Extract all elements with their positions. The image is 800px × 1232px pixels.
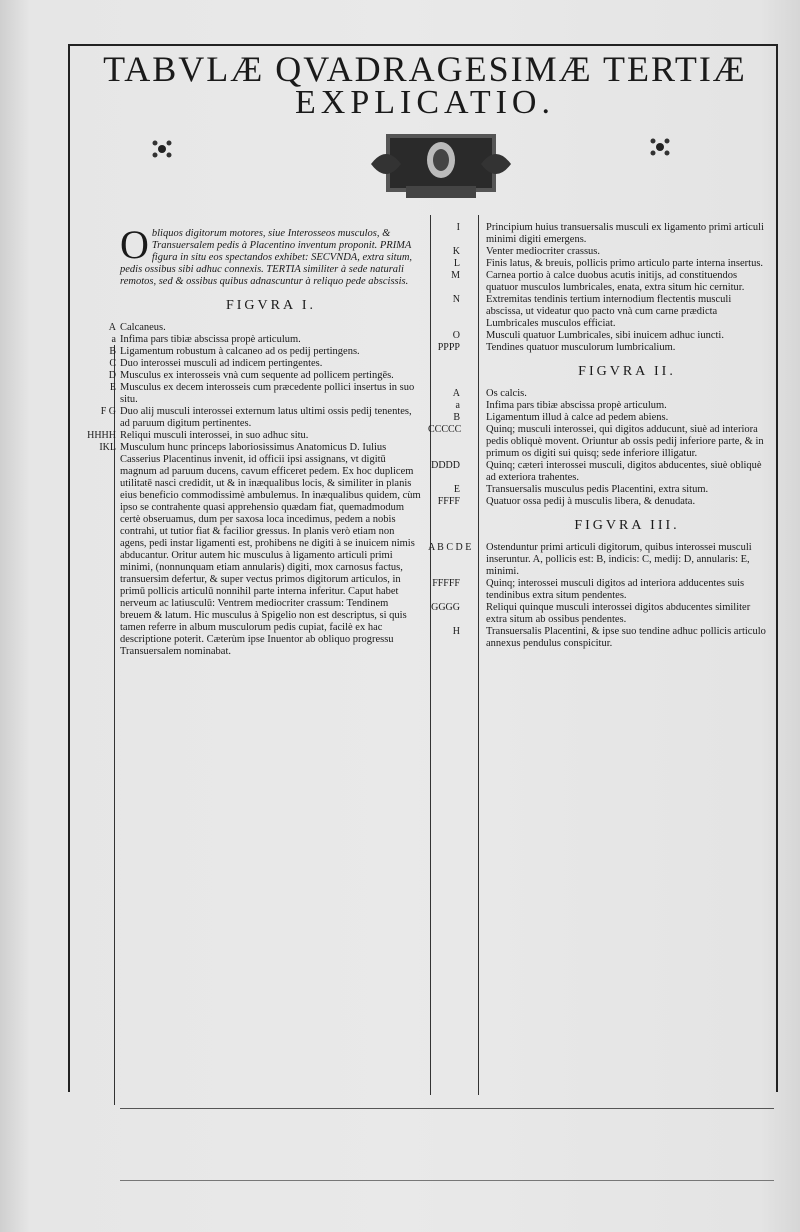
legend-marker: B: [453, 412, 460, 423]
legend-text: Venter mediocriter crassus.: [486, 246, 600, 257]
legend-entry: [455, 400, 768, 412]
page-title: TABVLÆ QVADRAGESIMÆ TERTIÆ: [103, 49, 747, 89]
legend-entry: [452, 294, 768, 330]
legend-marker: a: [455, 400, 460, 411]
legend-entry: [453, 412, 768, 424]
legend-entry: [437, 496, 768, 508]
legend-marker: N: [452, 294, 460, 305]
legend-text: Quinq; interossei musculi digitos ad interiora adducentes suis tendinibus extra situm pendentes.: [486, 578, 745, 601]
fleuron-left-icon: [150, 138, 174, 160]
legend-entry: [108, 322, 422, 334]
legend-text: Calcaneus.: [120, 322, 166, 333]
intro-paragraph: O bliquos digitorum motores, siue Interosseos musculos, & Transuersalem pedis à Placentino inventum proponit. PRIMA figura in situ eos spectandos exhibet: SECVNDA, extra situm, pedis ossibus sibi adhuc connexis. TERTIA similiter à sede naturali remotos, sed & ossibus quibus adnascuntur à reliquo pede abscissis.: [120, 222, 413, 287]
legend-marker: H: [452, 626, 460, 637]
legend-entry: [452, 330, 768, 342]
legend-entry: [87, 430, 422, 442]
legend-marker: FFFF: [437, 496, 460, 507]
headpiece-ornament-icon: [366, 124, 516, 202]
legend-marker: F G: [100, 406, 116, 417]
legend-entry: [428, 542, 768, 578]
legend-text: Musculus ex decem interosseis cum præcedente pollici insertus in suo situ.: [120, 382, 415, 405]
legend-text: Principium huius transuersalis musculi ex ligamento primi articuli minimi digiti emergens.: [486, 222, 764, 245]
figure-2-heading: FIGVRA II.: [578, 364, 676, 379]
legend-entry: [453, 258, 768, 270]
figure-1-legend: [87, 322, 422, 658]
legend-marker: GGGG: [431, 602, 460, 613]
legend-marker: C: [109, 358, 116, 369]
legend-marker: A B C D E: [428, 542, 472, 553]
legend-text: Transuersalis Placentini, & ipse suo tendine adhuc pollicis articulo annexus pendulus conspicitur.: [486, 626, 766, 649]
legend-text: Extremitas tendinis tertium internodium flectentis musculi abscissa, ut videatur quo pacto vnà cum carne prædicta Lumbricales musculos efficiat.: [486, 294, 732, 329]
left-column: [87, 222, 422, 658]
legend-text: Quinq; cæteri interossei musculi, digitos abducentes, siuè obliquè ad exteriora trahentes.: [486, 460, 762, 483]
legend-text: Infima pars tibiæ abscissa propè articulum.: [486, 400, 667, 411]
legend-entry: [451, 270, 768, 294]
legend-text: Ligamentum illud à calce ad pedem abiens.: [486, 412, 669, 423]
legend-text: Duo alij musculi interossei externum latus ultimi ossis pedij tenentes, ad paruum digitum pertinentes.: [120, 406, 412, 429]
legend-marker: A: [452, 388, 460, 399]
legend-marker: L: [453, 258, 460, 269]
legend-text: Os calcis.: [486, 388, 527, 399]
margin-divider: [114, 345, 115, 1105]
legend-text: Ligamentum robustum à calcaneo ad os pedij pertingens.: [120, 346, 360, 357]
legend-text: Musculum hunc princeps laboriosissimus Anatomicus D. Iulius Casserius Placentinus invenit, id officii ipsi assignans, vt digitū magnum ad paruum ducens, cavum efficeret pedem. Ex hoc duplicem utilitatē nasci credidit, ut & in inæqualibus locis, & similiter in planis eius beneficio commodissimè ambulemus. In inæqualibus quidem, cùm ipso se contrahente quasi apprehensio quædam fiat, quemadmodum certè obseruamus, dum per saxosa loca incedimus, pedem a nobis contrahi, ut tutior fiat & facilior gressus. In planis verò etiam non agens, pedi instar ligamenti est, prohibens ne digiti à se inuicem nimis abducantur. Oritur autem hic musculus à ligamento articuli primi minimi, (nonnunquam etiam annularis) digiti, mox carnosus factus, transuersim defertur, & super vectus primos digitorum articulos, in primū pollicis articulū nonnihil parte interna inferitur. Caput habet nerveum ac latiusculū: Ventrem mediocriter crassum: Tendinem breuem & latum. Hic musculus à Spigelio non est descriptus, si quis tamen referre in album musculorum pedis cupiat, facilè ex hac descriptione poterit. Cæterùm ipse Inuentor ab obliquo progressu Transuersalem nominabat.: [120, 442, 421, 657]
legend-entry: [109, 346, 422, 358]
legend-marker: E: [109, 382, 116, 393]
figure-1-legend-continued: [437, 222, 768, 354]
legend-text: Tendines quatuor musculorum lumbricalium.: [486, 342, 676, 353]
legend-text: Quinq; musculi interossei, qui digitos adducunt, siuè ad interiora pedis obliquè movent. Oriuntur ab ossis pedij inferiore parte, & in primum os digiti sui quisq; sede inferiore illigatur.: [486, 424, 764, 459]
legend-text: Carnea portio à calce duobus acutis initijs, ad constituendos quatuor musculos lumbricales, enata, extra situm hic cernitur.: [486, 270, 745, 293]
legend-entry: [108, 370, 422, 382]
legend-text: Musculi quatuor Lumbricales, sibi inuicem adhuc iuncti.: [486, 330, 724, 341]
legend-entry: [452, 246, 768, 258]
legend-text: Transuersalis musculus pedis Placentini, extra situm.: [486, 484, 709, 495]
legend-entry: [109, 358, 422, 370]
drop-initial: O: [120, 222, 149, 267]
figure-2-legend: [428, 388, 768, 508]
legend-text: Finis latus, & breuis, pollicis primo articulo parte interna insertus.: [486, 258, 764, 269]
legend-entry: [453, 484, 768, 496]
legend-marker: FFFFF: [432, 578, 460, 589]
legend-entry: [431, 460, 768, 484]
legend-marker: CCCCC: [428, 424, 462, 435]
legend-marker: PPPP: [437, 342, 460, 353]
legend-entry: [431, 602, 768, 626]
legend-entry: [109, 382, 422, 406]
legend-entry: [111, 334, 422, 346]
legend-text: Reliqui musculi interossei, in suo adhuc situ.: [120, 430, 309, 441]
legend-text: Quatuor ossa pedij à musculis libera, & denudata.: [486, 496, 696, 507]
figure-3-heading: FIGVRA III.: [574, 518, 680, 533]
legend-entry: [428, 424, 768, 460]
fleuron-right-icon: [648, 136, 672, 158]
legend-entry: [100, 406, 422, 430]
legend-marker: M: [451, 270, 460, 281]
bottom-rule-lower: [120, 1180, 774, 1181]
legend-text: Musculus ex interosseis vnà cum sequente ad pollicem pertingēs.: [120, 370, 394, 381]
legend-marker: a: [111, 334, 116, 345]
legend-marker: O: [452, 330, 460, 341]
bottom-rule: [120, 1108, 774, 1109]
legend-entry: [452, 626, 768, 650]
legend-marker: A: [108, 322, 116, 333]
legend-marker: B: [109, 346, 116, 357]
legend-marker: I: [456, 222, 460, 233]
legend-marker: DDDD: [431, 460, 460, 471]
legend-entry: [456, 222, 768, 246]
legend-entry: [99, 442, 422, 658]
legend-marker: D: [108, 370, 116, 381]
legend-text: Ostenduntur primi articuli digitorum, quibus interossei musculi inseruntur. A, pollicis est: B, indicis: C, medij: D, annularis: E, minimi.: [486, 542, 752, 577]
legend-marker: IKL: [99, 442, 116, 453]
legend-entry: [452, 388, 768, 400]
legend-entry: [437, 342, 768, 354]
legend-entry: [432, 578, 768, 602]
figure-1-heading: FIGVRA I.: [225, 298, 316, 313]
legend-text: Duo interossei musculi ad indicem pertingentes.: [120, 358, 323, 369]
legend-text: Reliqui quinque musculi interossei digitos abducentes similiter extra situm ab ossibus pendentes.: [486, 602, 751, 625]
legend-marker: E: [453, 484, 460, 495]
legend-marker: K: [452, 246, 460, 257]
page-subtitle: EXPLICATIO.: [295, 84, 555, 121]
legend-text: Infima pars tibiæ abscissa propè articulum.: [120, 334, 301, 345]
column-divider: [478, 215, 479, 1095]
right-column: [428, 222, 768, 650]
figure-3-legend: [428, 542, 768, 650]
legend-marker: HHHH: [87, 430, 116, 441]
